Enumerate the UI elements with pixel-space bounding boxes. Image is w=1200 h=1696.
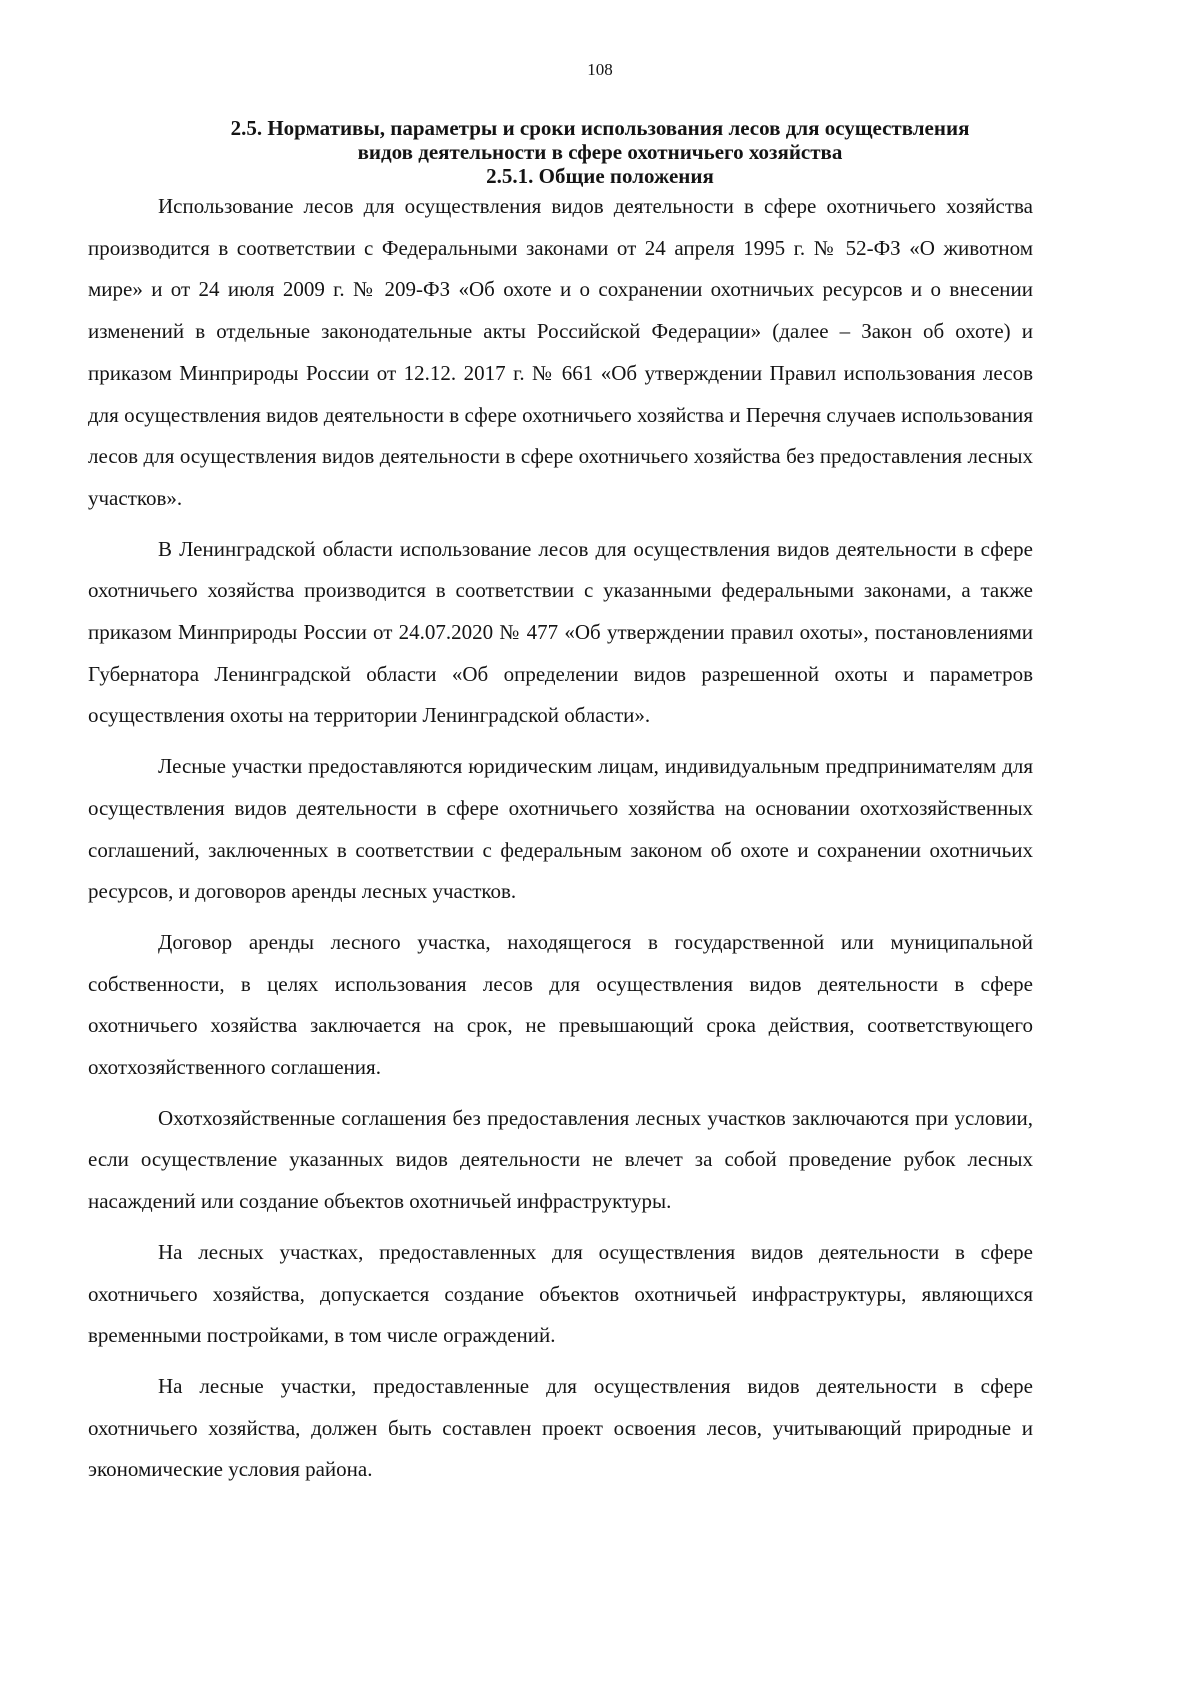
subsection-title: 2.5.1. Общие положения [486, 164, 714, 188]
paragraph-6: На лесных участках, предоставленных для осуществления видов деятельности в сфере охотничьего хозяйства, допускается создание объектов охотничьей инфраструктуры, являющихся временными постройками, в том числе ограждений. [88, 1239, 1033, 1348]
paragraph-2: В Ленинградской области использование лесов для осуществления видов деятельности в сфере охотничьего хозяйства производится в соответствии с указанными федеральными законами, а также приказом Минприроды России от 24.07.2020 № 477 «Об утверждении правил охоты», постановлениями Губернатора Ленинградской области «Об определении видов разрешенной охоты и параметров осуществления охоты на территории Ленинградской области». [88, 536, 1033, 728]
paragraph-7: На лесные участки, предоставленные для осуществления видов деятельности в сфере охотничьего хозяйства, должен быть составлен проект освоения лесов, учитывающий природные и экономические условия района. [88, 1373, 1033, 1482]
section-title-line-2: видов деятельности в сфере охотничьего хозяйства [357, 140, 843, 164]
document-body [88, 186, 1033, 1500]
paragraph-3: Лесные участки предоставляются юридическим лицам, индивидуальным предпринимателям для осуществления видов деятельности в сфере охотничьего хозяйства на основании охотхозяйственных соглашений, заключенных в соответствии с федеральным законом об охоте и сохранении охотничьих ресурсов, и договоров аренды лесных участков. [88, 754, 1033, 904]
page-number: 108 [587, 60, 613, 79]
paragraph-1: Использование лесов для осуществления видов деятельности в сфере охотничьего хозяйства производится в соответствии с Федеральными законами от 24 апреля 1995 г. № 52-ФЗ «О животном мире» и от 24 июля 2009 г. № 209-ФЗ «Об охоте и о сохранении охотничьих ресурсов и о внесении изменений в отдельные законодательные акты Российской Федерации» (далее – Закон об охоте) и приказом Минприроды России от 12.12. 2017 г. № 661 «Об утверждении Правил использования лесов для осуществления видов деятельности в сфере охотничьего хозяйства и Перечня случаев использования лесов для осуществления видов деятельности в сфере охотничьего хозяйства без предоставления лесных участков». [88, 194, 1033, 510]
section-heading [150, 116, 1050, 188]
paragraph-4: Договор аренды лесного участка, находящегося в государственной или муниципальной собственности, в целях использования лесов для осуществления видов деятельности в сфере охотничьего хозяйства заключается на срок, не превышающий срока действия, соответствующего охотхозяйственного соглашения. [88, 929, 1033, 1080]
paragraph-5: Охотхозяйственные соглашения без предоставления лесных участков заключаются при условии, если осуществление указанных видов деятельности не влечет за собой проведение рубок лесных насаждений или создание объектов охотничьей инфраструктуры. [88, 1105, 1033, 1214]
section-title-line-1: 2.5. Нормативы, параметры и сроки использования лесов для осуществления [230, 116, 970, 140]
